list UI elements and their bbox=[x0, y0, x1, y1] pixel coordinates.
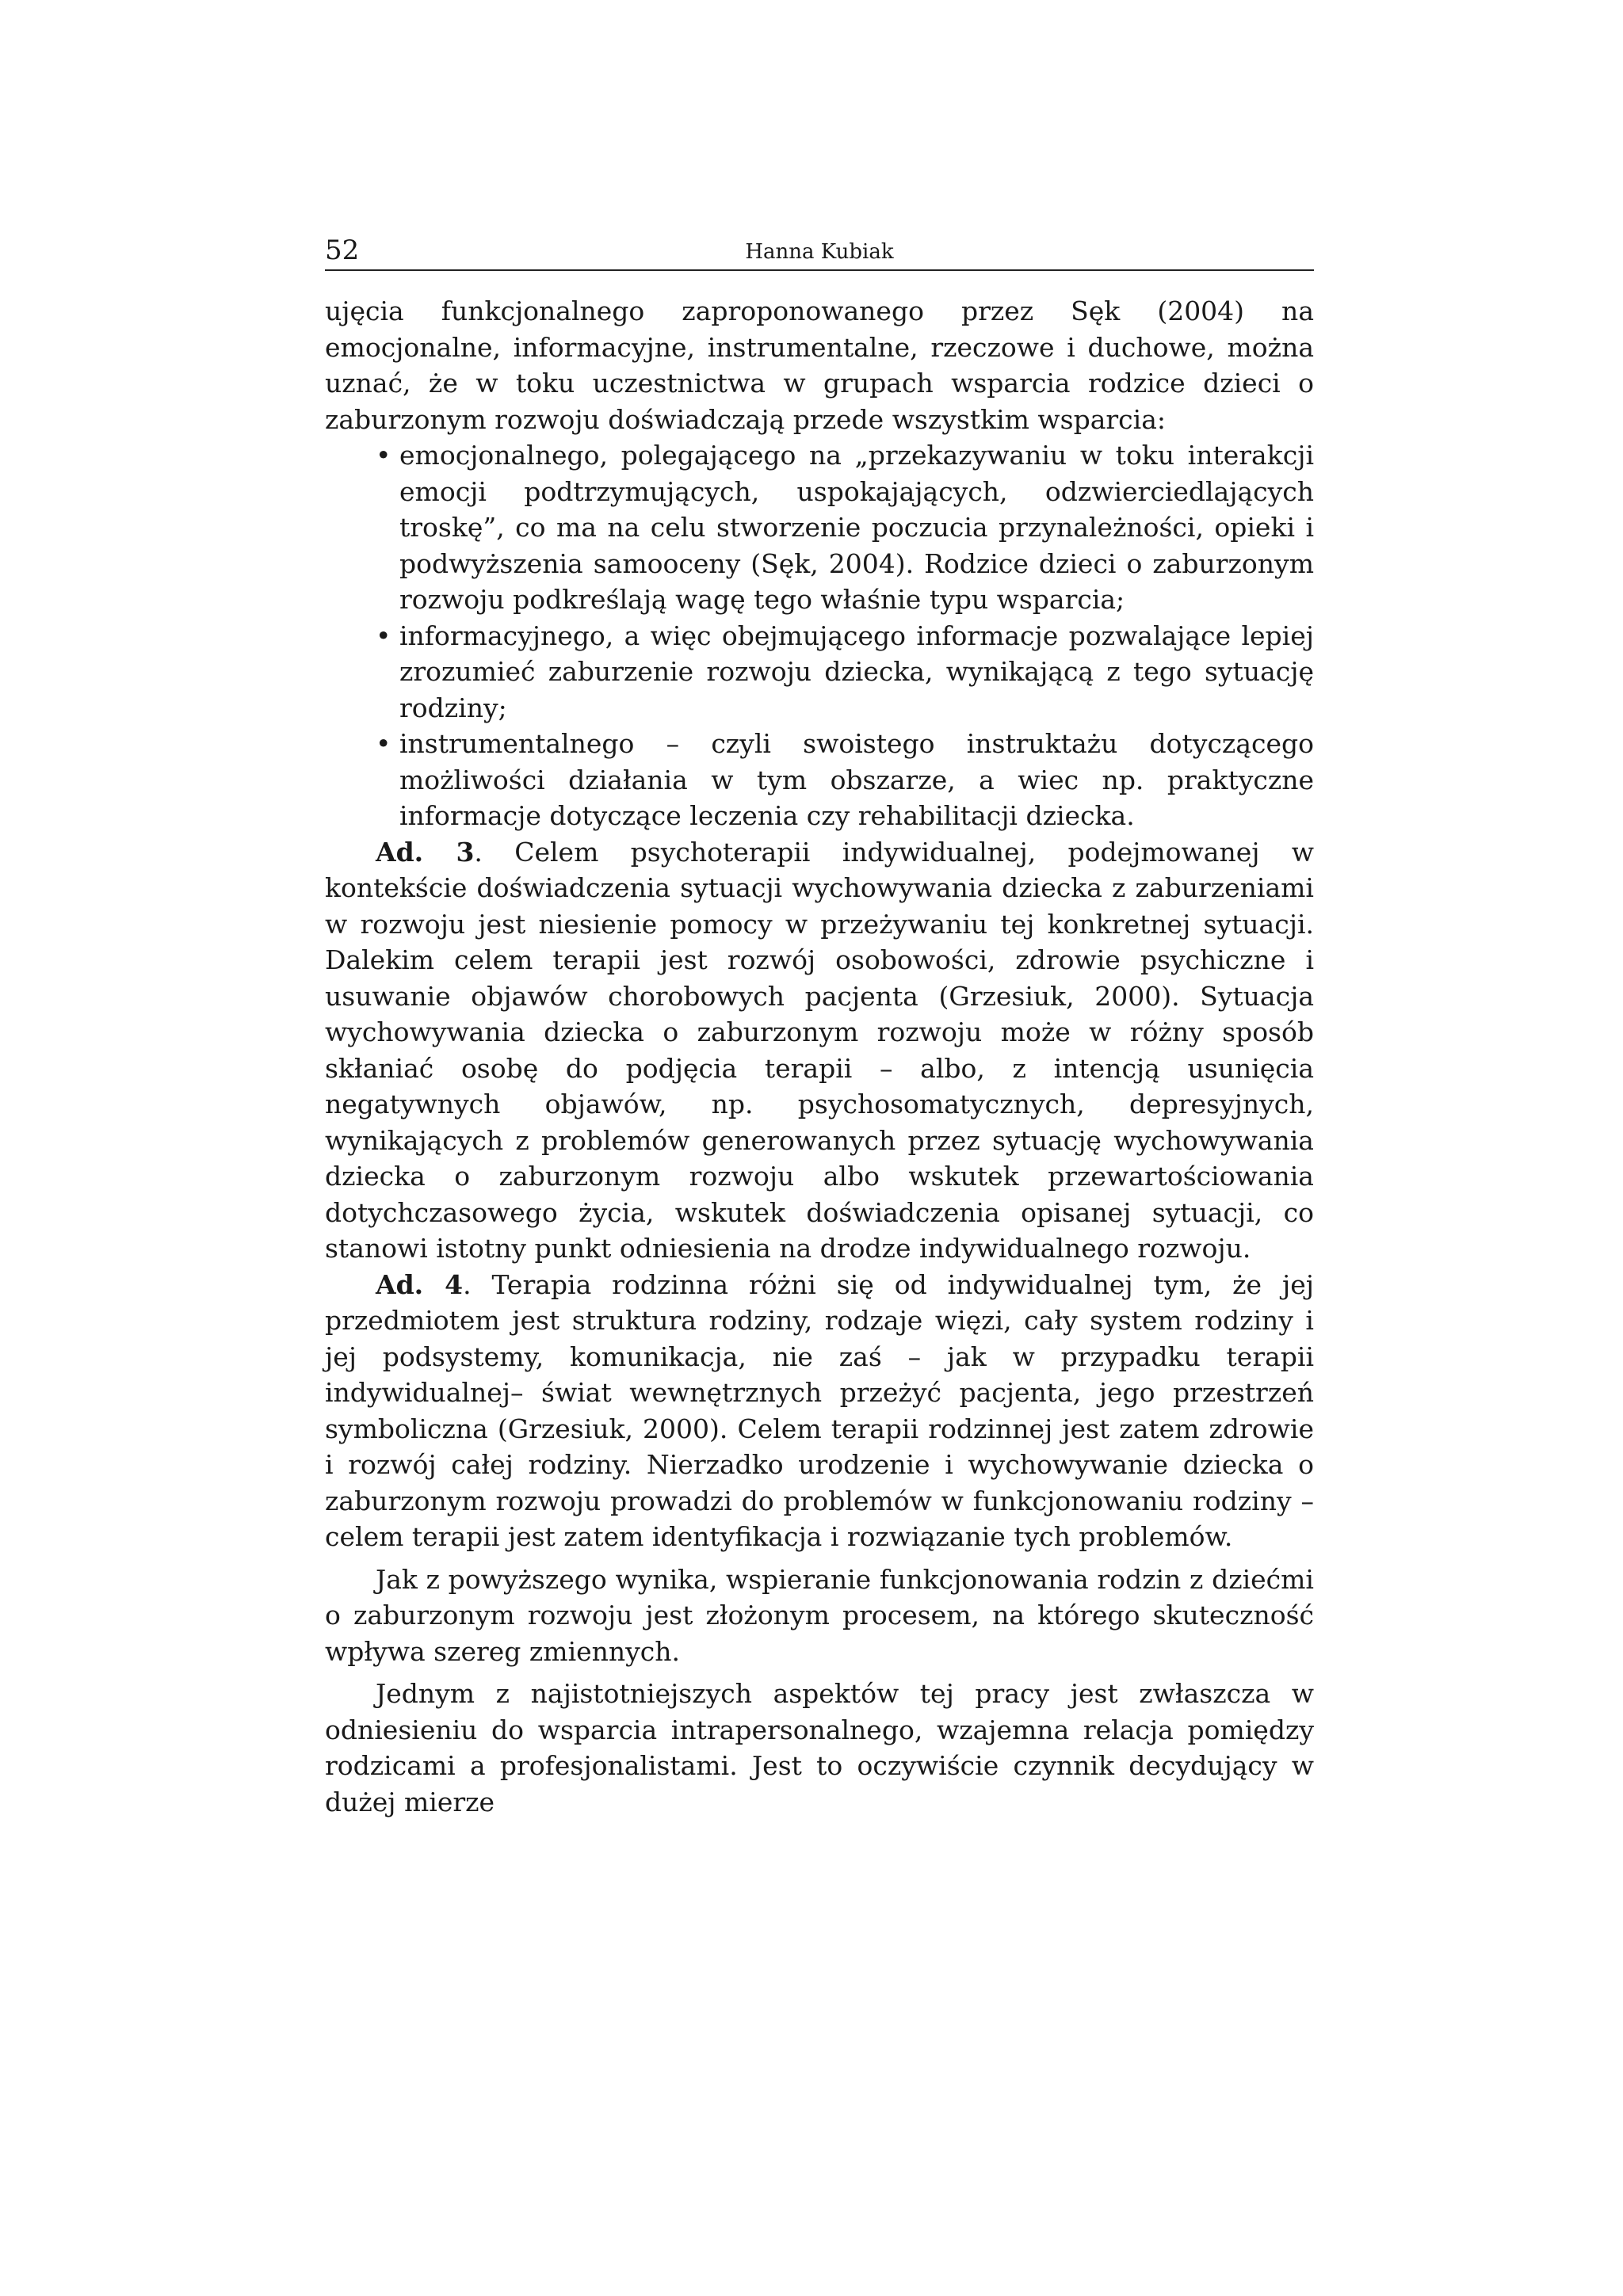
bullet-icon: • bbox=[376, 620, 391, 651]
list-item bbox=[376, 726, 1314, 834]
page-number: 52 bbox=[325, 235, 360, 266]
list-item-text: instrumentalnego – czyli swoistego instruktażu dotyczącego możliwości działania w tym obszarze, a wiec np. praktyczne informacje dotyczące leczenia czy rehabilitacji dziecka. bbox=[399, 728, 1314, 831]
paragraph-summary: Jak z powyższego wynika, wspieranie funkcjonowania rodzin z dziećmi o zaburzonym rozwoju jest złożonym procesem, na którego skuteczność wpływa szereg zmiennych. bbox=[325, 1563, 1314, 1667]
ad3-text: . Celem psychoterapii indywidualnej, podejmowanej w kontekście doświadczenia sytuacji wychowywania dziecka z zaburzeniami w rozwoju jest niesienie pomocy w przeżywaniu tej konkretnej sytuacji. Dalekim celem terapii jest rozwój osobowości, zdrowie psychiczne i usuwanie objawów chorobowych pacjenta (Grzesiuk, 2000). Sytuacja wychowywania dziecka o zaburzonym rozwoju może w różny sposób skłaniać osobę do podjęcia terapii – albo, z intencją usunięcia negatywnych objawów, np. psychosomatycznych, depresyjnych, wynikających z problemów generowanych przez sytuację wychowywania dziecka o zaburzonym rozwoju albo wskutek przewartościowania dotychczasowego życia, wskutek doświadczenia opisanej sytuacji, co stanowi istotny punkt odniesienia na drodze indywidualnego rozwoju. bbox=[325, 836, 1314, 1264]
ad3-label: Ad. 3 bbox=[376, 836, 475, 868]
body-text bbox=[325, 293, 1314, 1820]
bullet-icon: • bbox=[376, 440, 391, 471]
paragraph-last: Jednym z najistotniejszych aspektów tej pracy jest zwłaszcza w odniesieniu do wsparcia intrapersonalnego, wzajemna relacja pomiędzy rodzicami a profesjonalistami. Jest to oczywiście czynnik decydujący w dużej mierze bbox=[325, 1678, 1314, 1817]
ad4-text: . Terapia rodzinna różni się od indywidualnej tym, że jej przedmiotem jest struktura rodziny, rodzaje więzi, cały system rodziny i jej podsystemy, komunikacja, nie zaś – jak w przypadku terapii indywidualnej– świat wewnętrznych przeżyć pacjenta, jego przestrzeń symboliczna (Grzesiuk, 2000). Celem terapii rodzinnej jest zatem zdrowie i rozwój całej rodziny. Nierzadko urodzenie i wychowywanie dziecka o zaburzonym rozwoju prowadzi do problemów w funkcjonowaniu rodziny – celem terapii jest zatem identyfikacja i rozwiązanie tych problemów. bbox=[325, 1268, 1314, 1552]
running-head bbox=[325, 230, 1314, 271]
paragraph-ad4 bbox=[325, 1267, 1314, 1555]
paragraph-ad3 bbox=[325, 834, 1314, 1267]
ad4-label: Ad. 4 bbox=[376, 1268, 464, 1300]
bullet-icon: • bbox=[376, 728, 391, 759]
list-item bbox=[376, 618, 1314, 727]
running-head-author: Hanna Kubiak bbox=[745, 240, 894, 264]
support-types-list bbox=[325, 437, 1314, 834]
list-item-text: informacyjnego, a więc obejmującego informacje pozwalające lepiej zrozumieć zaburzenie rozwoju dziecka, wynikającą z tego sytuację rodziny; bbox=[399, 620, 1314, 723]
list-item bbox=[376, 437, 1314, 618]
paragraph-intro: ujęcia funkcjonalnego zaproponowanego przez Sęk (2004) na emocjonalne, informacyjne, instrumentalne, rzeczowe i duchowe, można uznać, że w toku uczestnictwa w grupach wsparcia rodzice dzieci o zaburzonym rozwoju doświadczają przede wszystkim wsparcia: bbox=[325, 296, 1314, 435]
book-page bbox=[325, 230, 1314, 1820]
list-item-text: emocjonalnego, polegającego na „przekazywaniu w toku interakcji emocji podtrzymujących, uspokajających, odzwierciedlających troskę”, co ma na celu stworzenie poczucia przynależności, opieki i podwyższenia samooceny (Sęk, 2004). Rodzice dzieci o zaburzonym rozwoju podkreślają wagę tego właśnie typu wsparcia; bbox=[399, 440, 1314, 615]
